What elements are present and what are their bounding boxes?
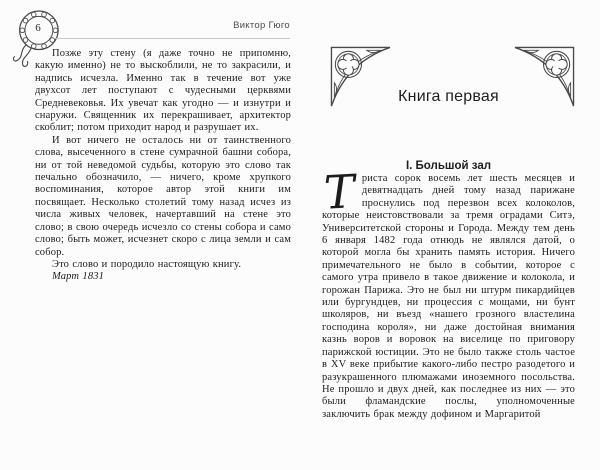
preface-paragraph-1: Позже эту стену (я даже точно не припомню, какую именно) не то выскоблили, не то закрасили, и надпись исчезла. Именно так в течение вот уже двухсот лет поступают с чудесными церквями Средневековья. Их увечат как угодно — и изнутри и снаружи. Священник их перекрашивает, архитектор скоблит; потом приходит народ и разрушает их.: [35, 48, 291, 134]
left-page-text: [35, 48, 291, 284]
page-number: 6: [35, 22, 41, 34]
drop-cap-letter: Т: [322, 164, 357, 220]
date-signature: Март 1831: [52, 271, 105, 283]
running-header: Виктор Гюго: [233, 20, 290, 31]
preface-paragraph-3: Это слово и породило настоящую книгу.: [52, 258, 242, 270]
chapter-title: I. Большой зал: [405, 160, 492, 172]
preface-paragraph-2: И вот ничего не осталось ни от таинственного слова, высеченного в стене сумрачной башни собора, ни от той неведомой судьбы, которую это слово так печально обозначило, — ничего, кроме хрупкого воспоминания, которое автор этой книги им посвящает. Несколько столетий тому назад исчез из числа живых человек, начертавший на стене это слово; в свою очередь исчезло со стены собора и само слово; быть может, исчезнет скоро с лица земли и сам собор.: [35, 134, 291, 258]
opening-paragraph-text: риста сорок восемь лет шесть месяцев и девятнадцать дней тому назад парижане проснулись под перезвон всех колоколов, которые неистовствовали за тремя оградами Ситэ, Университетской стороны и Города. Между тем день 6 января 1482 года отнюдь не являлся датой, о которой могла бы хранить память история. Ничего примечательного не было в событии, которое с самого утра привело в такое движение и колокола, и горожан Парижа. Это не был ни штурм пикардийцев или бургундцев, ни процессия с мощами, ни бунт школяров, ни въезд «нашего грозного властелина господина короля», ни даже достойная внимания казнь воров и воровок на виселице по приговору парижской юстиции. Это не было также столь частое в XV веке прибытие какого-либо пестро разодетого и разукрашенного плюмажами иноземного посольства. Не прошло и двух дней, как последнее из них — это были фламандские послы, уполномоченные заключить брак между дофином и Маргаритой: [322, 173, 575, 420]
part-title: Книга первая: [398, 88, 499, 105]
header-rule: [56, 38, 290, 39]
